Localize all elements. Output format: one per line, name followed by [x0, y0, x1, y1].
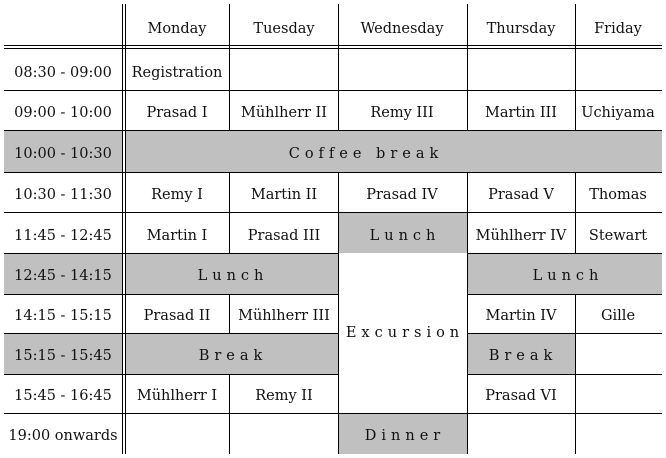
break-label: Break	[488, 348, 558, 364]
session-cell: Gille	[600, 308, 636, 324]
session-cell: Martin II	[250, 187, 318, 203]
session-cell: Remy III	[370, 105, 434, 121]
header-row	[147, 21, 642, 37]
session-cell: Prasad V	[488, 187, 554, 203]
break-label: Break	[198, 348, 268, 364]
time-label: 14:15 - 15:15	[14, 308, 112, 324]
session-cell: Registration	[131, 65, 223, 81]
session-cell: Prasad IV	[366, 187, 438, 203]
session-cell: Mühlherr II	[240, 105, 328, 121]
session-cell: Prasad I	[146, 105, 208, 121]
coffee-break-label: Coffee break	[288, 146, 444, 162]
session-cell: Remy I	[151, 187, 203, 203]
time-label: 15:45 - 16:45	[14, 388, 112, 404]
session-cell: Uchiyama	[581, 105, 655, 121]
session-cell: Thomas	[589, 187, 647, 203]
time-label: 09:00 - 10:00	[14, 105, 112, 121]
time-label: 19:00 onwards	[8, 428, 118, 444]
session-cell: Martin IV	[485, 308, 557, 324]
time-label: 11:45 - 12:45	[14, 228, 112, 244]
time-label: 10:30 - 11:30	[14, 187, 112, 203]
header-wednesday: Wednesday	[360, 21, 444, 37]
time-label: 10:00 - 10:30	[14, 146, 112, 162]
lunch-label: Lunch	[532, 268, 604, 284]
session-cell: Martin I	[146, 228, 208, 244]
header-tuesday: Tuesday	[253, 21, 315, 37]
session-cell: Martin III	[484, 105, 558, 121]
time-label: 08:30 - 09:00	[14, 65, 112, 81]
excursion-label: Excursion	[345, 325, 465, 341]
session-cell: Mühlherr IV	[475, 228, 567, 244]
header-thursday: Thursday	[486, 21, 556, 37]
shaded-cells	[4, 131, 662, 454]
session-cell: Mühlherr III	[238, 308, 330, 324]
session-cell: Prasad VI	[485, 388, 557, 404]
session-cell: Remy II	[255, 388, 313, 404]
session-cell: Mühlherr I	[136, 388, 218, 404]
header-monday: Monday	[147, 21, 207, 37]
session-cell: Stewart	[588, 228, 648, 244]
lunch-label: Lunch	[197, 268, 269, 284]
lunch-label: Lunch	[369, 228, 441, 244]
header-friday: Friday	[594, 21, 642, 37]
dinner-label: Dinner	[364, 428, 446, 444]
time-label: 15:15 - 15:45	[14, 348, 112, 364]
time-label: 12:45 - 14:15	[14, 268, 112, 284]
session-cell: Prasad III	[247, 228, 321, 244]
session-cell: Prasad II	[143, 308, 211, 324]
